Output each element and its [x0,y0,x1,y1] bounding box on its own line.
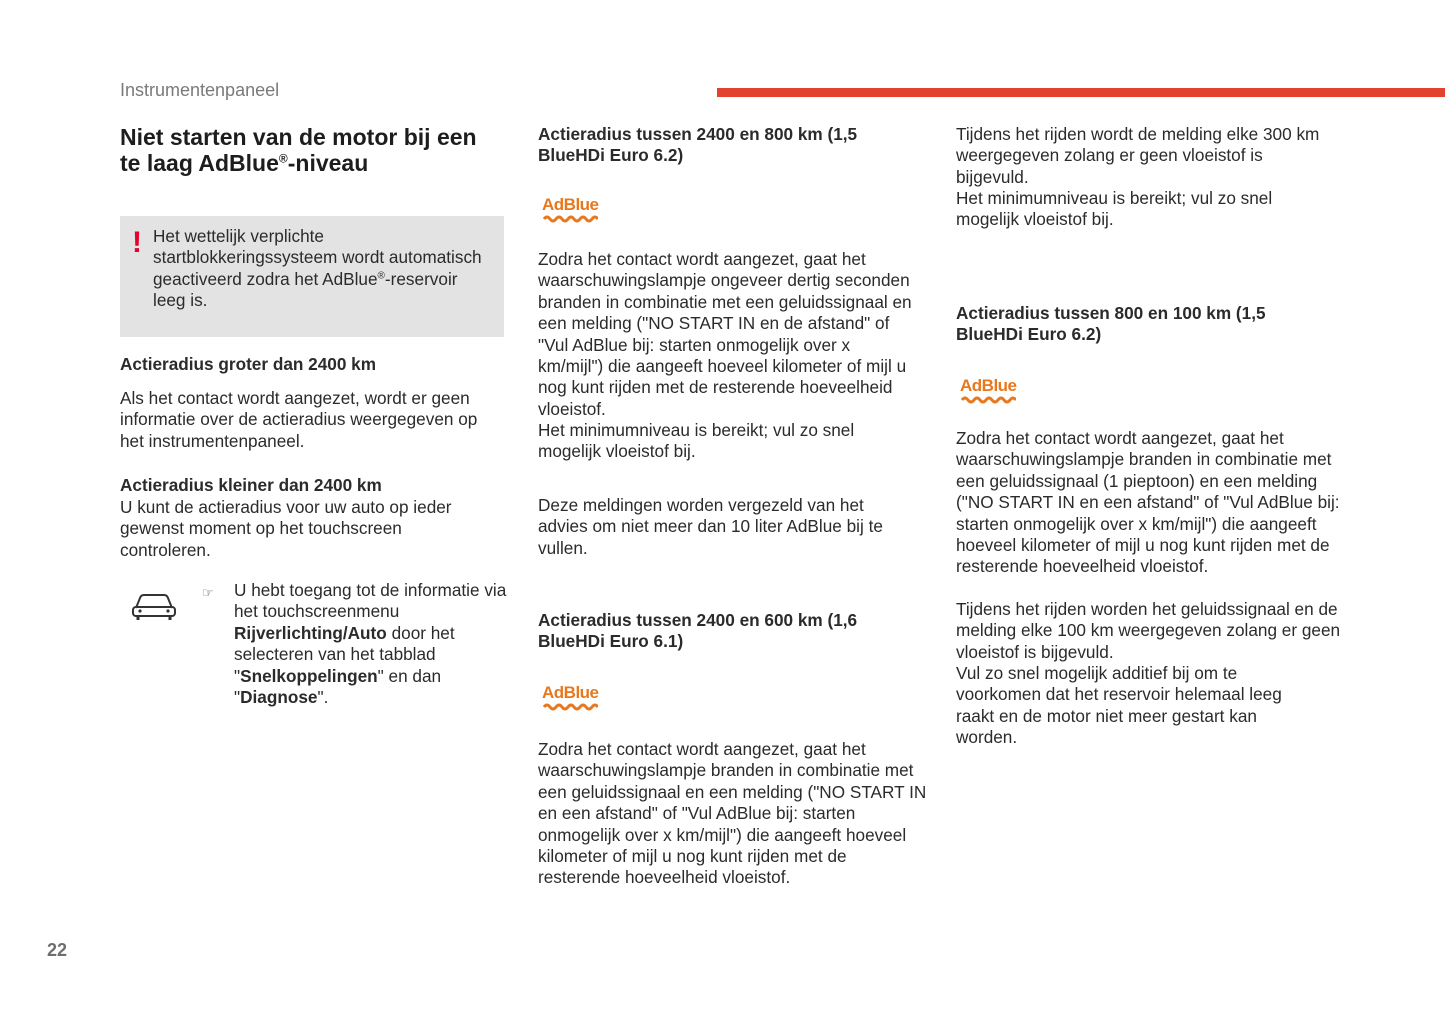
title-reg-mark: ® [278,151,288,166]
section-heading-2400-600: Actieradius tussen 2400 en 600 km (1,6 BlueHDi Euro 6.1) [538,610,858,652]
section-body-800-100-driving: Tijdens het rijden worden het geluidssignaal en de melding elke 100 km weergegeven zolang er geen vloeistof is bijgevuld. [956,599,1341,662]
section-body-over-2400: Als het contact wordt aangezet, wordt er geen informatie over de actieradius weergegeven op het instrumentenpaneel. [120,388,478,451]
section-heading-800-100: Actieradius tussen 800 en 100 km (1,5 BlueHDi Euro 6.2) [956,303,1266,345]
section-body-2400-800-advice: Deze meldingen worden vergezeld van het advies om niet meer dan 10 liter AdBlue bij te vullen. [538,495,883,558]
section-body-under-2400: U kunt de actieradius voor uw auto op ieder gewenst moment op het touchscreen controleren. [120,497,452,560]
adblue-warning-icon: AdBlue [542,684,604,718]
section-body-800-100-refill: Vul zo snel mogelijk additief bij om te voorkomen dat het reservoir helemaal leeg raakt en de motor niet meer gestart kan worden. [956,663,1282,748]
car-icon [130,586,178,622]
title-line2-pre: te laag AdBlue [120,150,279,176]
tab-name: Snelkoppelingen [240,665,378,686]
warning-text-main: Het wettelijk verplichte startblokkeringssysteem wordt automatisch geactiveerd zodra het AdBlue [153,226,482,289]
section-heading-2400-800: Actieradius tussen 2400 en 800 km (1,5 BlueHDi Euro 6.2) [538,124,858,166]
warning-text-end: -reservoir leeg is. [153,268,458,311]
page-title [120,124,510,176]
title-line1: Niet starten van de motor bij een [120,124,477,150]
section-body-intro-minimum: Het minimumniveau is bereikt; vul zo snel mogelijk vloeistof bij. [956,188,1273,230]
diagnose-name: Diagnose [240,687,318,708]
pointing-hand-icon: ☞ [202,585,214,600]
exclamation-icon: ! [132,226,142,259]
section-body-2400-600: Zodra het contact wordt aangezet, gaat het waarschuwingslampje branden in combinatie met een geluidssignaal en een melding ("NO START IN en een afstand" of "Vul AdBlue bij: starten onmogelijk over x km/mijl") die aangeeft hoeveel kilometer of mijl u nog kunt rijden met de resterende hoeveelheid vloeistof. [538,739,927,888]
section-heading-over-2400: Actieradius groter dan 2400 km [120,354,376,374]
page-number: 22 [47,940,68,960]
title-line2-post: -niveau [287,150,369,176]
section-body-intro: Tijdens het rijden wordt de melding elke 300 km weergegeven zolang er geen vloeistof is bijgevuld. [956,124,1320,187]
section-heading-under-2400: Actieradius kleiner dan 2400 km [120,475,382,495]
warning-text [153,226,483,312]
section-body-2400-800: Zodra het contact wordt aangezet, gaat het waarschuwingslampje ongeveer dertig seconden branden in combinatie met een geluidssignaal en een melding ("NO START IN en de afstand" of "Vul AdBlue bij: starten onmogelijk over x km/mijl") die aangeeft hoeveel kilometer of mijl u nog kunt rijden met de resterende hoeveelheid vloeistof. [538,249,912,419]
adblue-warning-icon: AdBlue [960,377,1022,411]
menu-name: Rijverlichting/Auto [234,622,387,643]
column-left [120,124,510,708]
section-body-2400-800-minimum: Het minimumniveau is bereikt; vul zo snel mogelijk vloeistof bij. [538,420,855,462]
section-label: Instrumentenpaneel [120,80,280,100]
warning-reg-mark: ® [377,270,385,282]
header-accent-bar [717,88,1445,97]
adblue-warning-icon: AdBlue [542,196,604,230]
touchscreen-note: U hebt toegang tot de informatie via het touchscreenmenu Rijverlichting/Auto door het selecteren van het tabblad "Snelkoppelingen" en dan "Diagnose". [234,580,507,708]
section-body-800-100: Zodra het contact wordt aangezet, gaat het waarschuwingslampje branden in combinatie met een geluidssignaal (1 pieptoon) en een melding ("NO START IN en een afstand" of "Vul AdBlue bij: starten onmogelijk over x km/mijl") die aangeeft hoeveel kilometer of mijl u nog kunt rijden met de resterende hoeveelheid vloeistof. [956,428,1340,577]
warning-box [120,216,504,337]
